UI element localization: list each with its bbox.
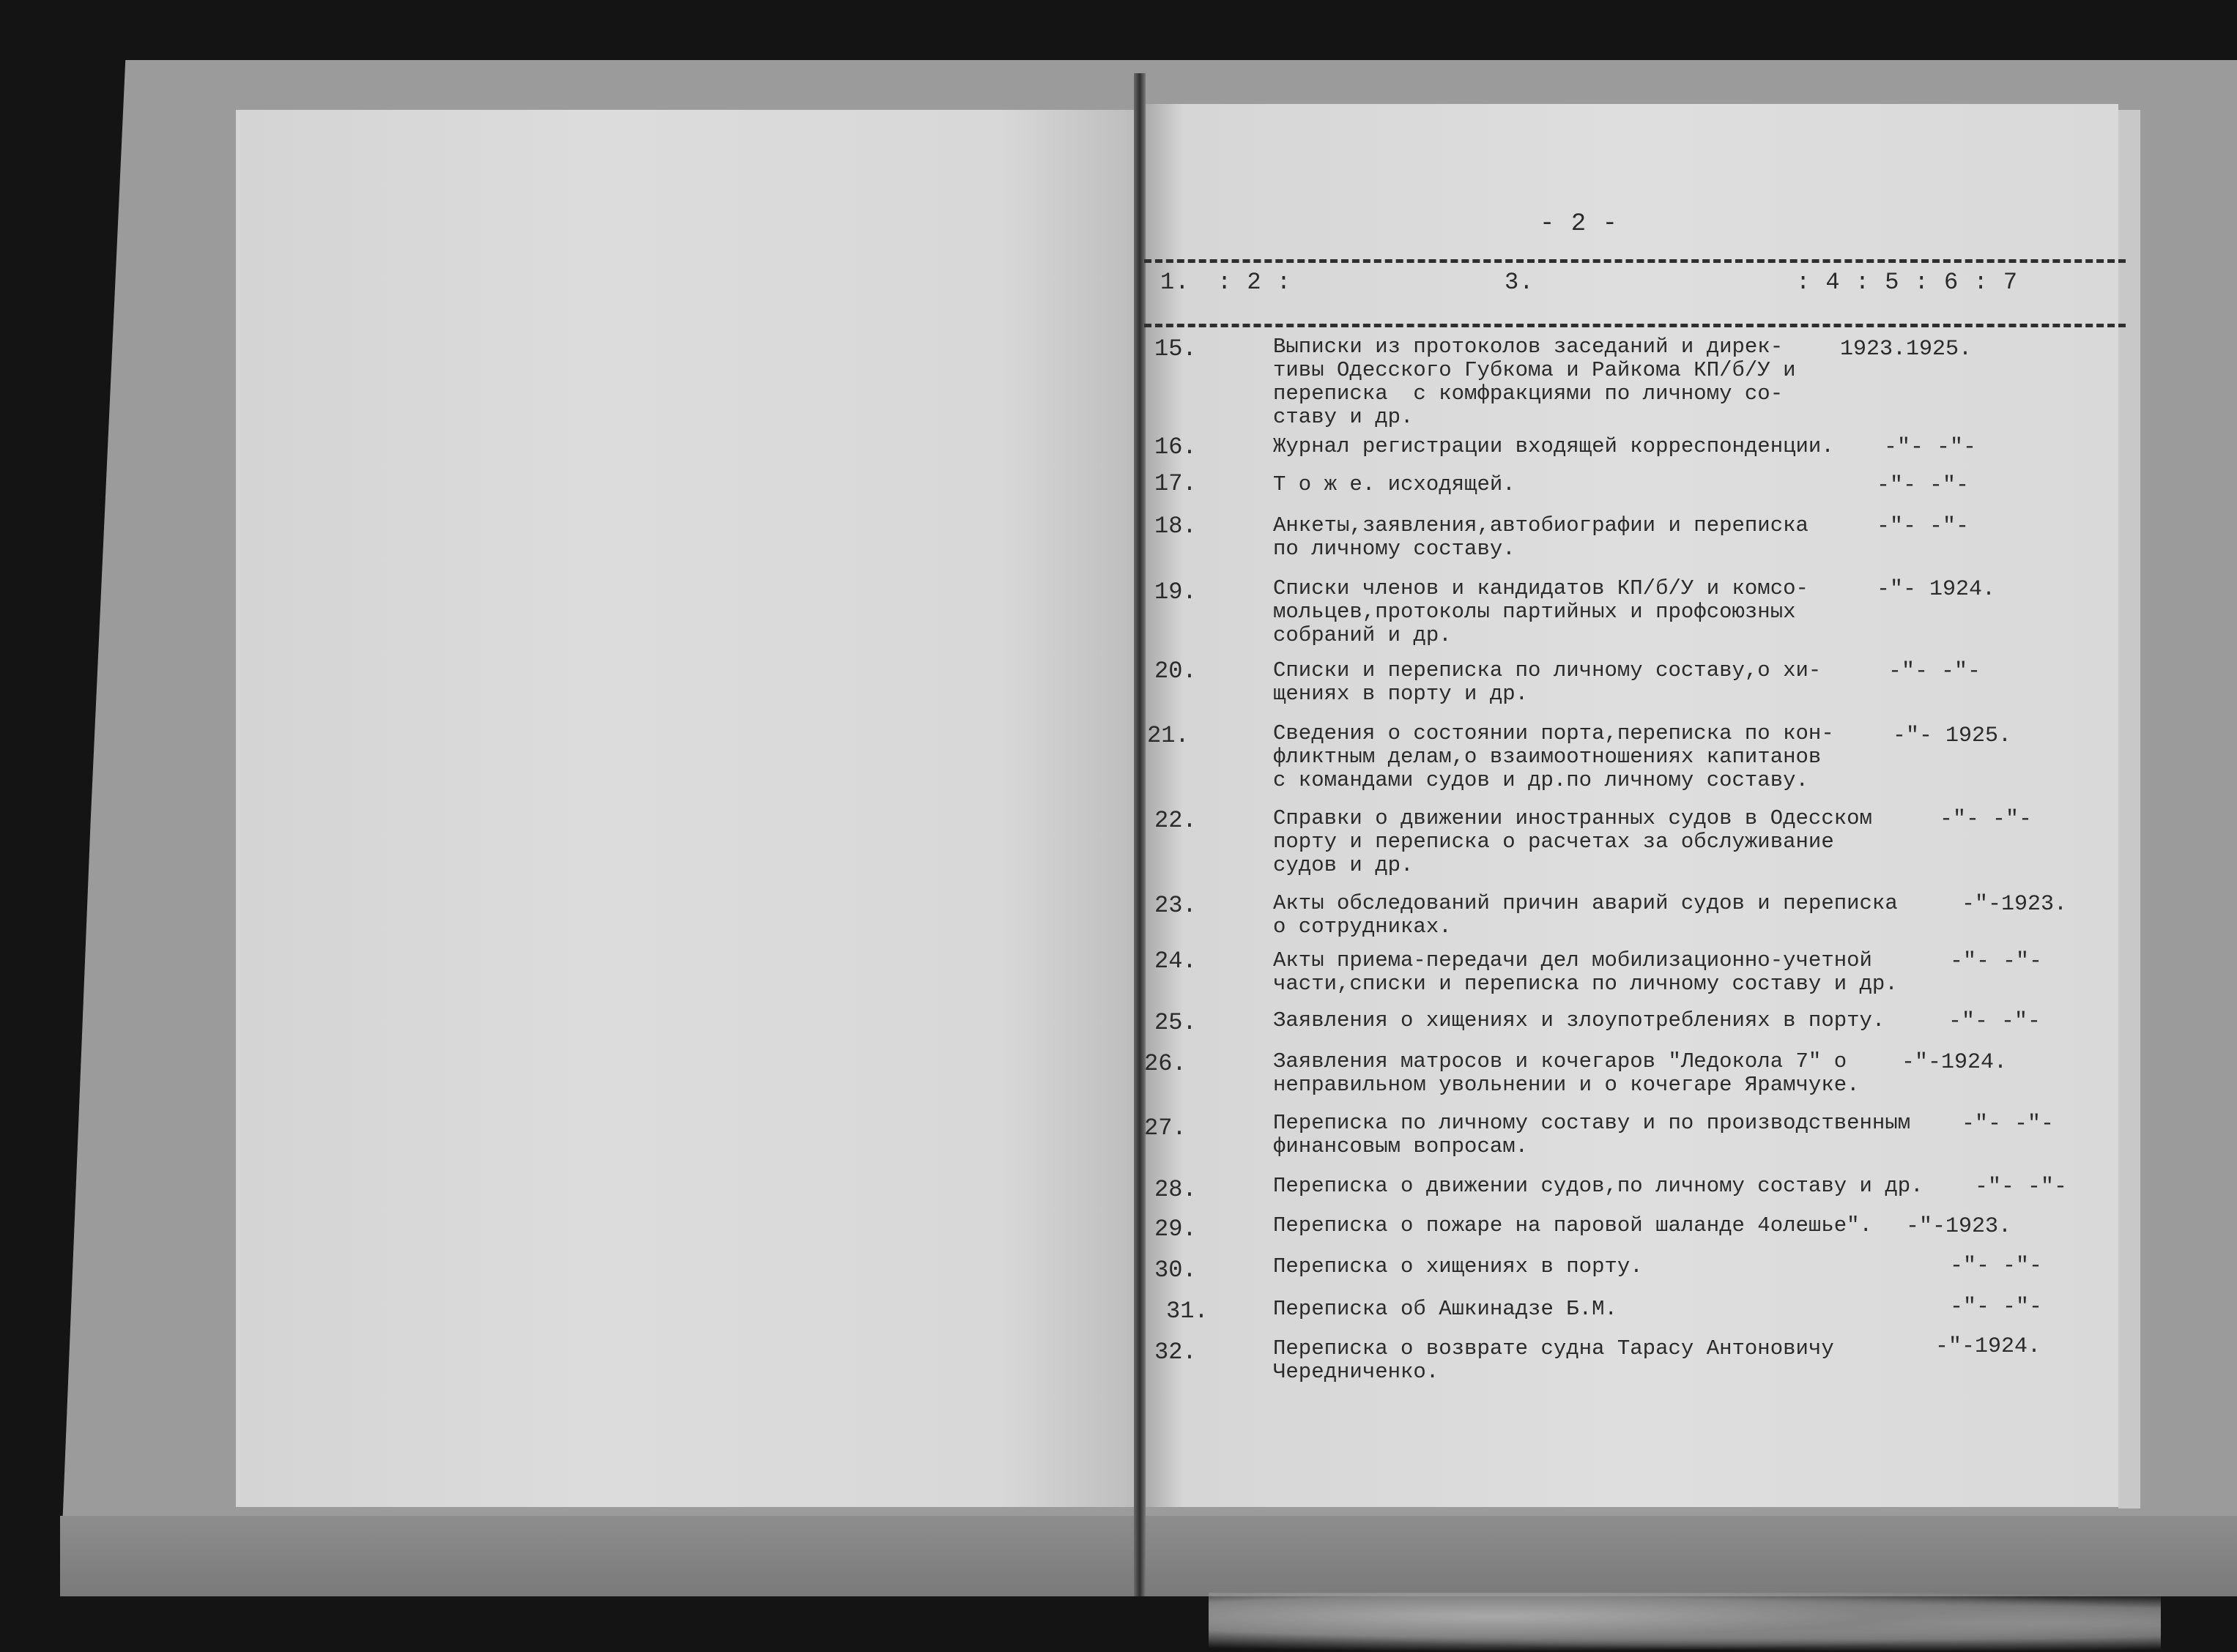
entry-number: 22. <box>1154 807 1197 834</box>
entry-description: Переписка по личному составу и по производственным финансовым вопросам. <box>1273 1111 1911 1158</box>
entry-description: Списки членов и кандидатов КП/б/У и комсо- мольцев,протоколы партийных и профсоюзных собраний и др. <box>1273 576 1808 647</box>
entry-description: Заявления матросов и кочегаров "Ледокола 7" о неправильном увольнении и о кочегаре Ярамчуке. <box>1273 1049 1860 1097</box>
entry-date: -"-1924. <box>1902 1050 2008 1075</box>
entry-date: -"- -"- <box>1884 435 1977 460</box>
entry-date: -"- 1924. <box>1877 577 1996 602</box>
entry-description: Журнал регистрации входящей корреспонденции. <box>1273 434 1834 458</box>
entry-date: -"-1923. <box>1906 1214 2012 1239</box>
entry-description: Переписка о движении судов,по личному составу и др. <box>1273 1174 1923 1198</box>
entry-number: 18. <box>1154 513 1197 540</box>
entry-date: -"- -"- <box>1950 1254 2043 1279</box>
entry-description: Переписка о возврате судна Тарасу Антоновичу Чередниченко. <box>1273 1336 1834 1384</box>
entry-number: 19. <box>1154 578 1197 606</box>
col-4-7-header: : 4 : 5 : 6 : 7 <box>1796 269 2019 296</box>
header-rule-top <box>1144 259 2126 263</box>
entry-number: 27. <box>1144 1115 1187 1142</box>
col-1-header: 1. <box>1160 269 1190 296</box>
typed-document <box>1144 104 2118 1507</box>
entry-number: 24. <box>1154 948 1197 975</box>
entry-date: -"- -"- <box>1877 514 1970 539</box>
blank-left-page <box>236 110 1135 1507</box>
entry-number: 15. <box>1154 335 1197 362</box>
entry-description: Справки о движении иностранных судов в Одесском порту и переписка о расчетах за обслуживание судов и др. <box>1273 806 1872 877</box>
entry-number: 23. <box>1154 892 1197 919</box>
entry-number: 31. <box>1166 1298 1209 1325</box>
entry-date: -"- -"- <box>1948 1009 2041 1034</box>
entry-description: Переписка о хищениях в порту. <box>1273 1254 1643 1279</box>
entry-description: Акты приема-передачи дел мобилизационно-учетной части,списки и переписка по личному составу и др. <box>1273 948 1898 996</box>
entry-date: -"- -"- <box>1950 949 2043 974</box>
page-number: - 2 - <box>1540 210 1619 238</box>
entry-description: Списки и переписка по личному составу,о хи- щениях в порту и др. <box>1273 658 1822 706</box>
hand-shadow <box>1209 1593 2161 1652</box>
page-edge <box>2118 110 2140 1508</box>
entry-description: Сведения о состоянии порта,переписка по кон- фликтным делам,о взаимоотношениях капитанов с командами судов и др.по личному составу. <box>1273 721 1834 792</box>
entry-number: 26. <box>1144 1050 1187 1077</box>
col-3-header: 3. <box>1505 269 1535 296</box>
entry-date: -"-1924. <box>1935 1334 2041 1359</box>
entry-date: -"- -"- <box>1888 659 1981 684</box>
entry-date: -"- -"- <box>1962 1112 2055 1136</box>
entry-number: 32. <box>1154 1339 1197 1366</box>
folder-cover-bottom <box>60 1516 2237 1596</box>
entry-number: 29. <box>1154 1216 1197 1243</box>
entry-description: Выписки из протоколов заседаний и дирек- тивы Одесского Губкома и Райкома КП/б/У и переписка с комфракциями по личному со- ставу и др. <box>1273 335 1796 429</box>
entry-number: 20. <box>1154 658 1197 685</box>
entry-description: Акты обследований причин аварий судов и переписка о сотрудниках. <box>1273 891 1898 939</box>
entry-description: Заявления о хищениях и злоупотреблениях в порту. <box>1273 1008 1885 1032</box>
entry-date: -"- -"- <box>1940 807 2033 832</box>
entry-description: Переписка о пожаре на паровой шаланде 4олешье". <box>1273 1213 1872 1238</box>
entry-date: -"- -"- <box>1877 473 1970 498</box>
entry-date: -"-1923. <box>1962 892 2068 917</box>
entry-date: 1923.1925. <box>1840 337 1973 362</box>
entry-number: 17. <box>1154 470 1197 497</box>
entry-number: 16. <box>1154 434 1197 461</box>
entry-number: 21. <box>1147 722 1190 749</box>
entry-number: 30. <box>1154 1257 1197 1284</box>
entry-date: -"- -"- <box>1975 1175 2068 1199</box>
entry-description: Анкеты,заявления,автобиографии и переписка по личному составу. <box>1273 513 1808 561</box>
entry-number: 28. <box>1154 1176 1197 1203</box>
entry-description: Переписка об Ашкинадзе Б.М. <box>1273 1297 1617 1321</box>
col-2-header: : 2 : <box>1217 269 1292 296</box>
entry-date: -"- 1925. <box>1893 723 2012 748</box>
entry-date: -"- -"- <box>1950 1295 2043 1320</box>
header-rule-bottom <box>1144 324 2126 327</box>
entry-description: Т о ж е. исходящей. <box>1273 472 1516 496</box>
entry-number: 25. <box>1154 1009 1197 1036</box>
